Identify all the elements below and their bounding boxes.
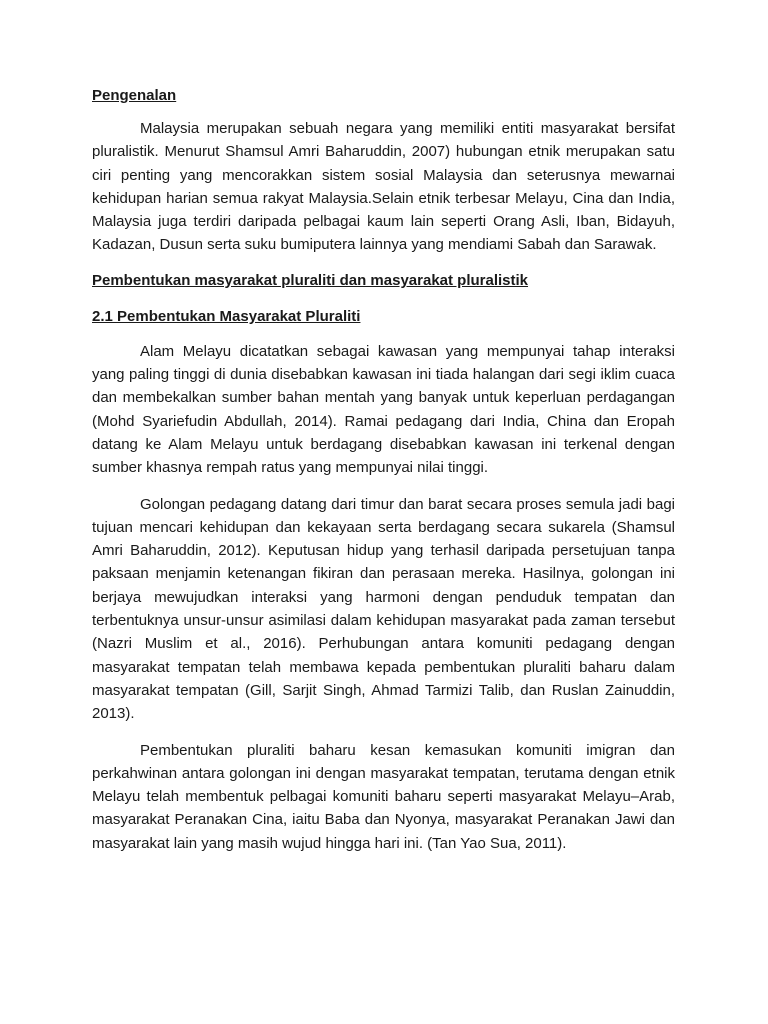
heading-section: Pembentukan masyarakat pluraliti dan masyarakat pluralistik <box>92 271 529 289</box>
paragraph-3: Pembentukan pluraliti baharu kesan kemasukan komuniti imigran dan perkahwinan antara golongan ini dengan masyarakat tempatan, terutama dengan etnik Melayu telah membentuk pelbagai komuniti baharu seperti masyarakat Melayu–Arab, masyarakat Peranakan Cina, iaitu Baba dan Nyonya, masyarakat Peranakan Jawi dan masyarakat lain yang masih wujud hingga hari ini. (Tan Yao Sua, 2011). <box>92 741 675 852</box>
paragraph-intro: Malaysia merupakan sebuah negara yang memiliki entiti masyarakat bersifat pluralistik. Menurut Shamsul Amri Baharuddin, 2007) hubungan etnik merupakan satu ciri penting yang mencorakkan sistem sosial Malaysia dan seterusnya mewarnai kehidupan harian semua rakyat Malaysia.Selain etnik terbesar Melayu, Cina dan India, Malaysia juga terdiri daripada pelbagai kaum lain seperti Orang Asli, Iban, Bidayuh, Kadazan, Dusun serta suku bumiputera lainnya yang mendiami Sabah dan Sarawak. <box>92 120 675 254</box>
heading-subsection: 2.1 Pembentukan Masyarakat Pluraliti <box>92 307 361 325</box>
paragraph-1: Alam Melayu dicatatkan sebagai kawasan yang mempunyai tahap interaksi yang paling tinggi di dunia disebabkan kawasan ini tiada halangan dari segi iklim cuaca dan membekalkan sumber bahan mentah yang banyak untuk keperluan perdagangan (Mohd Syariefudin Abdullah, 2014). Ramai pedagang dari India, China dan Eropah datang ke Alam Melayu untuk berdagang disebabkan kawasan ini terkenal dengan sumber khasnya rempah ratus yang mempunyai nilai tinggi. <box>92 342 675 477</box>
document-page <box>92 84 675 855</box>
paragraph-2: Golongan pedagang datang dari timur dan barat secara proses semula jadi bagi tujuan mencari kehidupan dan kekayaan serta berdagang secara sukarela (Shamsul Amri Baharuddin, 2012). Keputusan hidup yang terhasil daripada persetujuan tanpa paksaan menjamin ketenangan fikiran dan perasaan mereka. Hasilnya, golongan ini berjaya mewujudkan interaksi yang harmoni dengan penduduk tempatan dan terbentuknya unsur-unsur asimilasi dalam kehidupan masyarakat pada zaman tersebut (Nazri Muslim et al., 2016). Perhubungan antara komuniti pedagang dengan masyarakat tempatan telah membawa kepada pembentukan pluraliti baharu dalam masyarakat tempatan (Gill, Sarjit Singh, Ahmad Tarmizi Talib, dan Ruslan Zainuddin, 2013). <box>92 495 675 723</box>
heading-intro: Pengenalan <box>92 87 177 104</box>
